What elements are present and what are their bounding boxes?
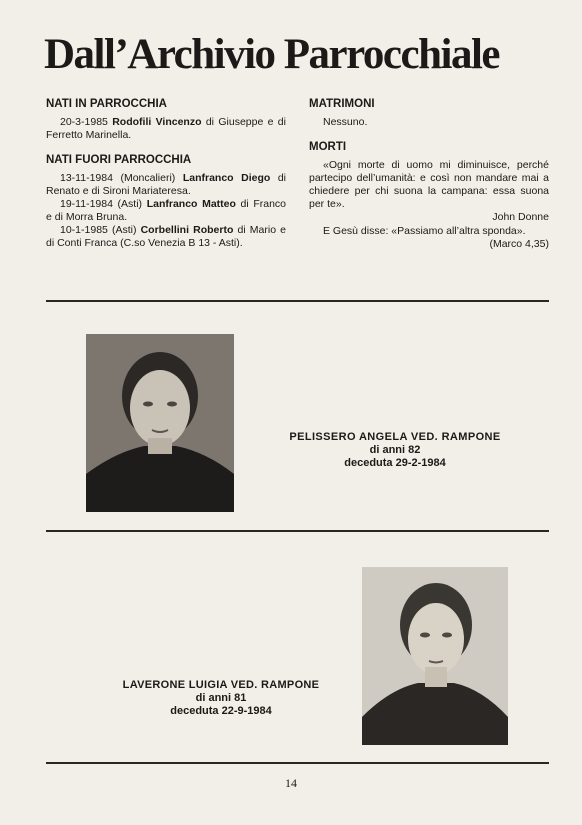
donne-quote: «Ogni morte di uomo mi diminuisce, perché partecipo dell’umanità: e così non mandare mai a chiedere per chi suona la campana: essa suona per te».: [309, 159, 549, 210]
deceased-name: LAVERONE LUIGIA VED. RAMPONE: [122, 679, 320, 691]
divider: [46, 762, 549, 764]
page-number: 14: [285, 776, 297, 790]
deceased-age: di anni 82: [369, 444, 421, 456]
deceased-age: di anni 81: [195, 692, 247, 704]
birth-entry: 20-3-1985 Rodofili Vincenzo di Giuseppe e di Ferretto Marinella.: [46, 116, 286, 141]
section-heading-morti: MORTI: [309, 141, 347, 153]
page-title: Dall’Archivio Parrocchiale: [44, 31, 499, 78]
deceased-date: deceduta 29-2-1984: [344, 457, 446, 469]
gospel-citation: (Marco 4,35): [489, 238, 549, 250]
section-heading-nati-fuori: NATI FUORI PARROCCHIA: [46, 154, 192, 166]
portrait-photo-pelissero: [86, 334, 234, 512]
birth-entry: 19-11-1984 (Asti) Lanfranco Matteo di Franco e di Morra Bruna.: [46, 198, 287, 223]
section-heading-nati-parrocchia: NATI IN PARROCCHIA: [46, 98, 167, 110]
divider: [46, 530, 549, 532]
section-heading-matrimoni: MATRIMONI: [309, 98, 375, 110]
donne-citation: John Donne: [492, 211, 549, 223]
obituary-caption-laverone: [86, 679, 356, 718]
right-column: [309, 98, 549, 252]
divider: [46, 300, 549, 302]
deceased-name: PELISSERO ANGELA VED. RAMPONE: [289, 431, 501, 443]
portrait-photo-laverone: [362, 567, 508, 745]
obituary-caption-pelissero: [240, 431, 550, 470]
gospel-quote: E Gesù disse: «Passiamo all’altra sponda».: [323, 225, 526, 237]
left-column: [46, 98, 286, 250]
deceased-date: deceduta 22-9-1984: [170, 705, 272, 717]
birth-entry: 10-1-1985 (Asti) Corbellini Roberto di Mario e di Conti Franca (C.so Venezia B 13 - Asti).: [46, 224, 286, 249]
matrimoni-text: Nessuno.: [323, 116, 368, 128]
birth-entry: 13-11-1984 (Moncalieri) Lanfranco Diego di Renato e di Sironi Mariateresa.: [46, 172, 287, 197]
